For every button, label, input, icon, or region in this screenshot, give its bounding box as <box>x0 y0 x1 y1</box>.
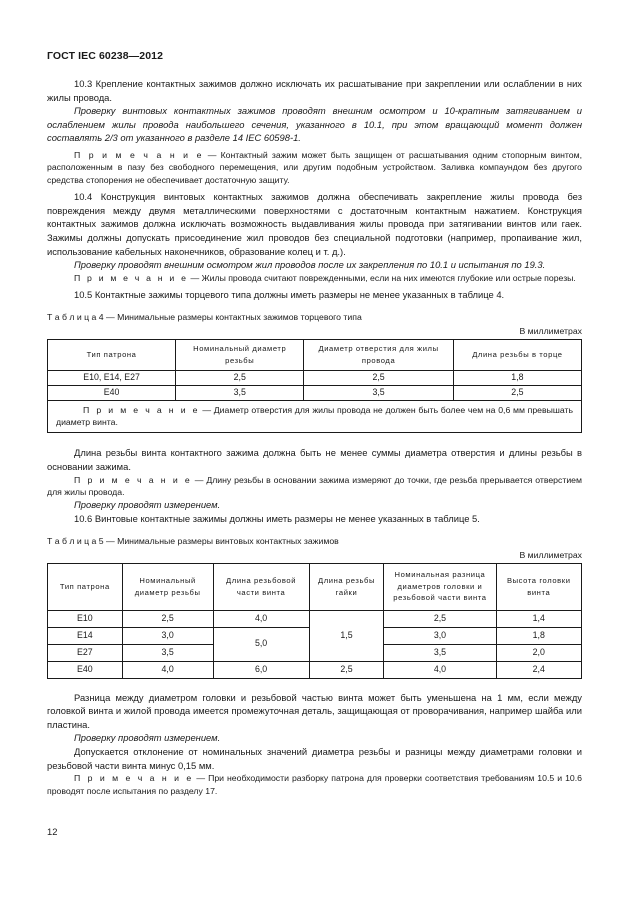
table-header-cell: Тип патрона <box>48 339 176 370</box>
table-cell: 3,0 <box>122 627 213 644</box>
table-cell: 5,0 <box>213 627 309 661</box>
note-text: — Диаметр отверстия для жилы провода не должен быть более чем на 0,6 мм превышать диаметр винта. <box>56 404 573 428</box>
table-header-cell: Номинальная разница диаметров головки и резьбовой части винта <box>384 563 496 610</box>
table-cell: E40 <box>48 385 176 400</box>
check-measure-1: Проверку проводят измерением. <box>74 499 221 511</box>
clause-10-3: 10.3 Крепление контактных зажимов должно исключать их расшатывание при закреплении или ослаблении в них жилы провода. <box>47 78 582 103</box>
table-5 <box>47 563 582 679</box>
note-2 <box>47 272 582 284</box>
table-cell: E14 <box>48 627 123 644</box>
clause-10-6: 10.6 Винтовые контактные зажимы должны иметь размеры не менее указанных в таблице 5. <box>74 512 480 524</box>
table-header-cell: Номинальный диаметр резьбы <box>122 563 213 610</box>
table-cell: 3,5 <box>122 644 213 661</box>
clause-10-4-check: Проверку проводят внешним осмотром жил проводов после их закрепления по 10.1 и испытания по 19.3. <box>74 259 546 271</box>
note-text: — При необходимости разборку патрона для проверки соответствия требованиям 10.5 и 10.6 проводят после испытания по разделу 17. <box>47 773 582 796</box>
note-label: П р и м е ч а н и е <box>74 474 192 485</box>
table-cell: E40 <box>48 661 123 678</box>
table-cell: 3,5 <box>176 385 304 400</box>
table-cell: 4,0 <box>213 610 309 627</box>
table-cell: 1,8 <box>453 370 581 385</box>
table-4-note <box>48 400 582 433</box>
table-cell: 1,4 <box>496 610 582 627</box>
table-4-caption: Т а б л и ц а 4 — Минимальные размеры контактных зажимов торцевого типа <box>47 311 362 322</box>
table-5-units: В миллиметрах <box>519 549 582 560</box>
page-header: ГОСТ IEC 60238—2012 <box>47 50 164 62</box>
head-difference-text: Разница между диаметром головки и резьбовой частью винта может быть уменьшена на 1 мм, если между головкой винта и жилой провода имеется промежуточная деталь, защищающая от проворачивания, например шайба или пластина. <box>47 691 582 730</box>
table-cell: 2,0 <box>496 644 582 661</box>
table-header-cell: Длина резьбы в торце <box>453 339 581 370</box>
table-header-row <box>48 563 582 610</box>
table-cell: 3,0 <box>384 627 496 644</box>
note-3 <box>47 474 582 499</box>
table-cell: 3,5 <box>384 644 496 661</box>
table-cell: E27 <box>48 644 123 661</box>
table-header-cell: Длина резьбы гайки <box>309 563 384 610</box>
table-header-cell: Диаметр отверстия для жилы провода <box>304 339 454 370</box>
table-cell: E10 <box>48 610 123 627</box>
note-4 <box>47 772 582 797</box>
table-cell: 2,5 <box>453 385 581 400</box>
clause-10-3-check: Проверку винтовых контактных зажимов проводят внешним осмотром и 10-кратным затягиванием и ослаблением жилы провода наибольшего сечения, указанного в 10.1, при этом вращающий момент должен составлять 2/3 от указанного в разделе 14 IEC 60598-1. <box>47 105 582 144</box>
table-header-cell: Длина резьбовой части винта <box>213 563 309 610</box>
note-label: П р и м е ч а н и е <box>83 404 200 415</box>
note-label: П р и м е ч а н и е <box>74 272 189 283</box>
thread-length-text: Длина резьбы винта контактного зажима должна быть не менее суммы диаметра отверстия и длины резьбы в основании зажима. <box>47 447 582 472</box>
table-row <box>48 610 582 627</box>
note-text: — Контактный зажим может быть защищен от расшатывания одним стопорным винтом, расположенным в пазу без свободного перемещения, или другим подобным устройством. Заливка компаундом без другого средства стопорения не обеспечивает достаточную защиту. <box>47 149 582 185</box>
table-cell: 4,0 <box>122 661 213 678</box>
deviation-text: Допускается отклонение от номинальных значений диаметра резьбы и разницы между диаметрами головки и резьбовой части винта минус 0,15 мм. <box>47 745 582 771</box>
note-text: — Жилы провода считают поврежденными, если на них имеются глубокие или острые порезы. <box>188 272 576 283</box>
table-cell: 2,5 <box>304 370 454 385</box>
table-header-cell: Высота головки винта <box>496 563 582 610</box>
clause-10-4: 10.4 Конструкция винтовых контактных зажимов должна обеспечивать закрепление жилы провода без повреждения между двумя металлическими поверхностями с достаточным контактным нажатием. Конструкция контактных зажимов должна исключать возможность выдавливания жилы провода при затягивании винтов или гаек. Зажимы должны допускать присоединение жил проводов без специальной подготовки (например, пропаивание жил, использование кабельных наконечников, образование колец и т. д.). <box>47 191 582 257</box>
table-cell: 2,5 <box>309 661 384 678</box>
check-measure-2: Проверку проводят измерением. <box>74 732 221 744</box>
table-cell: 1,5 <box>309 610 384 661</box>
table-row <box>48 370 582 385</box>
table-note-row <box>48 400 582 433</box>
table-cell: 1,8 <box>496 627 582 644</box>
table-5-caption: Т а б л и ц а 5 — Минимальные размеры винтовых контактных зажимов <box>47 535 339 546</box>
table-header-cell: Тип патрона <box>48 563 123 610</box>
table-4 <box>47 339 582 434</box>
table-cell: 3,5 <box>304 385 454 400</box>
table-4-units: В миллиметрах <box>519 325 582 336</box>
note-label: П р и м е ч а н и е <box>74 149 204 160</box>
table-header-cell: Номинальный диаметр резьбы <box>176 339 304 370</box>
page-number: 12 <box>47 826 58 837</box>
table-row <box>48 385 582 400</box>
table-cell: 2,5 <box>384 610 496 627</box>
table-cell: E10, E14, E27 <box>48 370 176 385</box>
note-text: — Длину резьбы в основании зажима измеряют до точки, где резьба прерывается отверстием для жилы провода. <box>47 474 582 497</box>
note-1 <box>47 149 582 186</box>
table-cell: 2,5 <box>176 370 304 385</box>
table-cell: 6,0 <box>213 661 309 678</box>
note-label: П р и м е ч а н и е <box>74 773 194 784</box>
page-body <box>47 77 582 797</box>
table-row <box>48 661 582 678</box>
table-cell: 2,4 <box>496 661 582 678</box>
table-cell: 4,0 <box>384 661 496 678</box>
table-cell: 2,5 <box>122 610 213 627</box>
table-header-row <box>48 339 582 370</box>
clause-10-5: 10.5 Контактные зажимы торцевого типа должны иметь размеры не менее указанных в таблице 4. <box>74 289 505 301</box>
